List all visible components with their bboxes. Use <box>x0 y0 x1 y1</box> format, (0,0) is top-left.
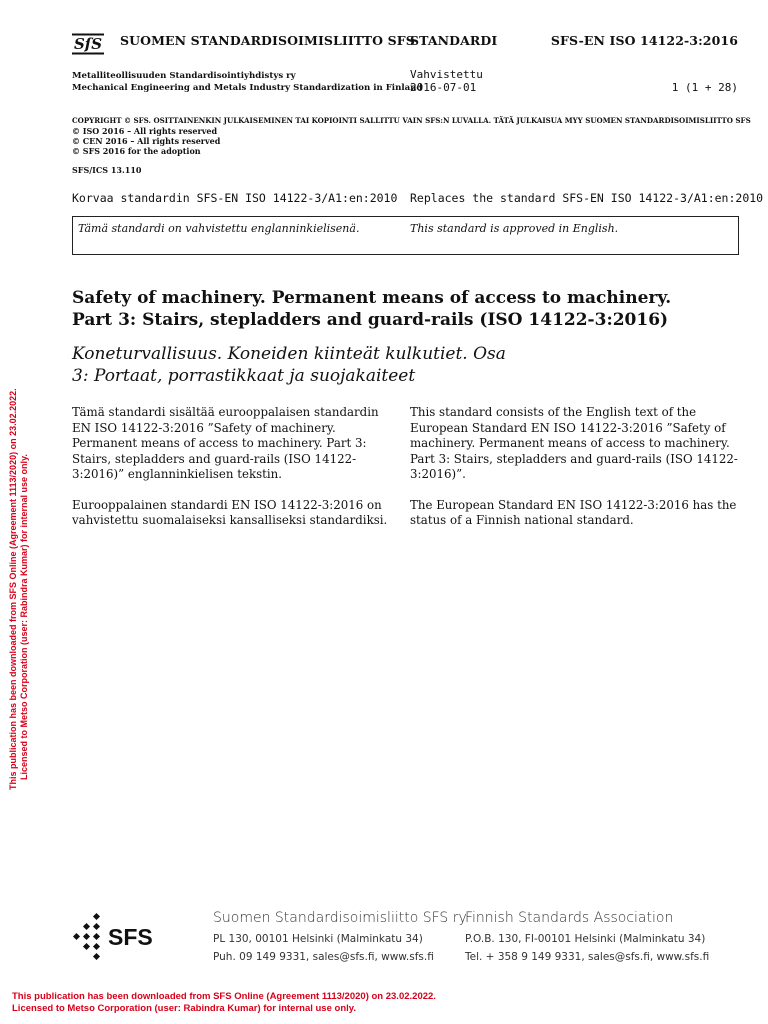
copyright-sfs: © SFS 2016 for the adoption <box>72 146 201 156</box>
watermark-vertical-line2: Licensed to Metso Corporation (user: Rabindra Kumar) for internal use only. <box>19 454 29 780</box>
org-name: SUOMEN STANDARDISOIMISLIITTO SFS <box>120 33 415 48</box>
sfs-logo-text: SFS <box>108 924 153 950</box>
body-column-en <box>410 405 740 544</box>
title-fi-line2: 3: Portaat, porrastikkaat ja suojakaiteet <box>72 366 416 386</box>
title-en-line1: Safety of machinery. Permanent means of access to machinery. <box>72 288 672 308</box>
watermark-bottom-line1: This publication has been downloaded from SFS Online (Agreement 1113/2020) on 23.02.2022. <box>12 991 436 1002</box>
doc-kind: STANDARDI <box>410 33 498 48</box>
svg-text:SſS: SſS <box>73 35 103 53</box>
doc-id: SFS-EN ISO 14122-3:2016 <box>550 33 738 48</box>
copyright-cen: © CEN 2016 – All rights reserved <box>72 136 221 146</box>
footer-contact-en: Tel. + 358 9 149 9331, sales@sfs.fi, www.sfs.fi <box>465 951 710 963</box>
replaces-en: Replaces the standard SFS-EN ISO 14122-3/A1:en:2010 <box>410 191 764 205</box>
body-fi-paragraph-1: Tämä standardi sisältää eurooppalaisen standardin EN ISO 14122-3:2016 ”Safety of machinery. Permanent means of access to machinery. Part 3: Stairs, stepladders and guard-rails (ISO 14122-3:2016)” englanninkielisen tekstin. <box>72 405 379 481</box>
watermark-bottom-line2: Licensed to Metso Corporation (user: Rabindra Kumar) for internal use only. <box>12 1003 356 1014</box>
replaces-fi: Korvaa standardin SFS-EN ISO 14122-3/A1:en:2010 <box>72 191 398 205</box>
footer-contact-fi: Puh. 09 149 9331, sales@sfs.fi, www.sfs.fi <box>213 951 434 963</box>
footer-address-fi: PL 130, 00101 Helsinki (Malminkatu 34) <box>213 933 423 945</box>
title-en-line2: Part 3: Stairs, stepladders and guard-rails (ISO 14122-3:2016) <box>72 310 669 330</box>
sfs-footer-logo <box>72 912 184 960</box>
language-note-en: This standard is approved in English. <box>410 222 619 235</box>
committee-en: Mechanical Engineering and Metals Industry Standardization in Finland <box>72 83 423 93</box>
body-fi-paragraph-2: Eurooppalainen standardi EN ISO 14122-3:2016 on vahvistettu suomalaiseksi kansalliseksi standardiksi. <box>72 497 388 527</box>
copyright-line: COPYRIGHT © SFS. OSITTAINENKIN JULKAISEMINEN TAI KOPIOINTI SALLITTU VAIN SFS:N LUVALLA. TÄTÄ JULKAISUA MYY SUOMEN STANDARDISOIMISLIITTO SFS <box>72 116 751 125</box>
language-box <box>72 216 739 255</box>
sfs-header-logo-icon <box>72 33 104 55</box>
ics-code: SFS/ICS 13.110 <box>72 165 142 175</box>
watermark-vertical-line1: This publication has been downloaded from SFS Online (Agreement 1113/2020) on 23.02.2022. <box>8 388 18 790</box>
footer-name-fi: Suomen Standardisoimisliitto SFS ry <box>213 910 467 926</box>
confirmed-date: 2016-07-01 <box>410 81 477 94</box>
committee-fi: Metalliteollisuuden Standardisointiyhdistys ry <box>72 71 296 81</box>
footer-address-en: P.O.B. 130, FI-00101 Helsinki (Malminkatu 34) <box>465 933 706 945</box>
page-count: 1 (1 + 28) <box>671 81 738 94</box>
sfs-dots-logo-icon <box>72 912 184 960</box>
footer-name-en: Finnish Standards Association <box>465 910 674 926</box>
confirmed-label: Vahvistettu <box>410 68 483 81</box>
copyright-iso: © ISO 2016 – All rights reserved <box>72 126 218 136</box>
body-en-paragraph-1: This standard consists of the English text of the European Standard EN ISO 14122-3:2016 ”Safety of machinery. Permanent means of access to machinery. Part 3: Stairs, stepladders and guard-rails (ISO 14122-3:2016)”. <box>410 405 738 481</box>
body-column-fi <box>72 405 397 544</box>
body-en-paragraph-2: The European Standard EN ISO 14122-3:2016 has the status of a Finnish national standard. <box>410 497 737 527</box>
title-fi-line1: Koneturvallisuus. Koneiden kiinteät kulkutiet. Osa <box>72 344 506 364</box>
language-note-fi: Tämä standardi on vahvistettu englanninkielisenä. <box>78 222 360 235</box>
